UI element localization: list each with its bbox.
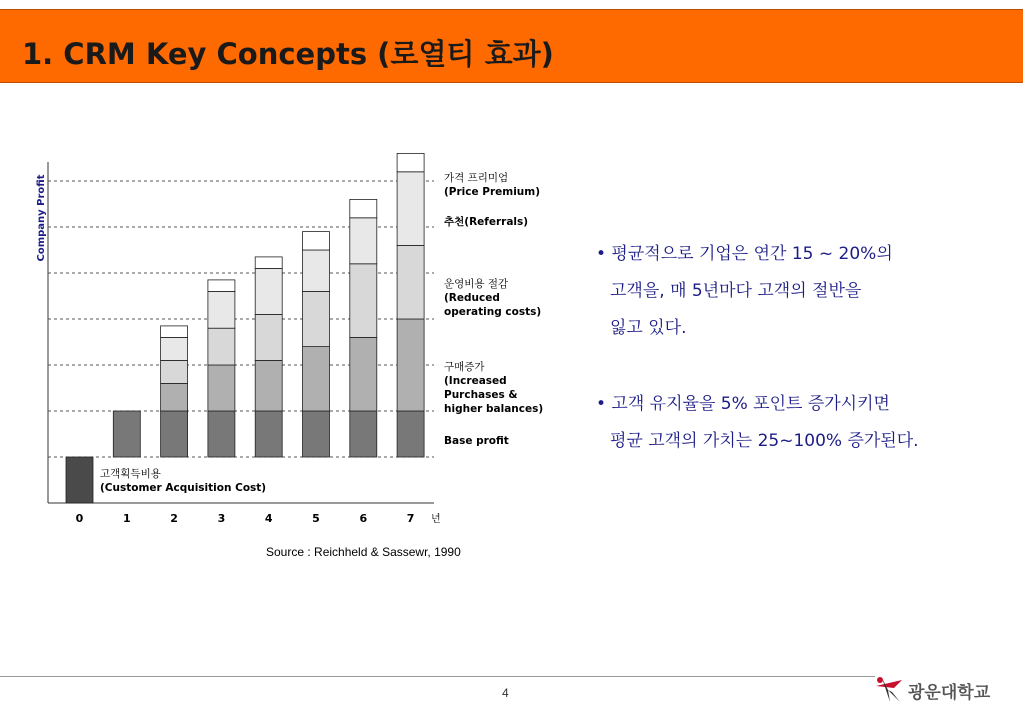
legend-label: 고객획득비용 bbox=[100, 468, 161, 480]
bar-segment bbox=[208, 328, 235, 365]
legend-label: higher balances) bbox=[444, 403, 544, 415]
x-tick-label: 5 bbox=[312, 512, 320, 525]
bar-segment bbox=[303, 250, 330, 291]
bar-segment bbox=[66, 457, 93, 503]
bar-segment bbox=[255, 268, 282, 314]
x-axis-unit: 년 bbox=[431, 514, 441, 525]
bar-segment bbox=[208, 411, 235, 457]
x-tick-label: 6 bbox=[359, 512, 368, 525]
bullet-1-line2: 고객을, 매 5년마다 고객의 절반을 bbox=[610, 281, 862, 301]
bar-segment bbox=[161, 326, 188, 338]
bar-segment bbox=[255, 257, 282, 269]
y-axis-label: Company Profit bbox=[36, 174, 47, 262]
legend-label: (Customer Acquisition Cost) bbox=[100, 482, 267, 494]
bar-segment bbox=[350, 199, 377, 217]
bar-segment bbox=[350, 264, 377, 338]
bar-segment bbox=[350, 218, 377, 264]
source-citation: Source : Reichheld & Sassewr, 1990 bbox=[266, 545, 461, 559]
bar-segment bbox=[350, 411, 377, 457]
legend-label: 가격 프리미엄 bbox=[444, 172, 509, 184]
x-tick-label: 4 bbox=[264, 512, 273, 525]
bar-segment bbox=[397, 319, 424, 411]
bar-segment bbox=[161, 360, 188, 383]
bar-segment bbox=[303, 291, 330, 346]
bar-segment bbox=[161, 337, 188, 360]
bullet-2-line2: 평균 고객의 가치는 25~100% 증가된다. bbox=[610, 431, 919, 451]
legend-label: 운영비용 절감 bbox=[444, 278, 509, 290]
bar-segment bbox=[303, 232, 330, 250]
university-logo bbox=[872, 672, 1020, 706]
x-tick-label: 2 bbox=[170, 512, 178, 525]
bar-segment bbox=[208, 291, 235, 328]
legend-label: (Reduced bbox=[444, 292, 500, 304]
bullet-1-line3: 잃고 있다. bbox=[610, 318, 687, 338]
bar-segment bbox=[350, 337, 377, 411]
logo-text: 광운대학교 bbox=[908, 683, 991, 703]
bar-segment bbox=[397, 153, 424, 171]
bar-segment bbox=[113, 411, 140, 457]
bullet-1-line1: • 평균적으로 기업은 연간 15 ~ 20%의 bbox=[596, 244, 893, 264]
bullet-2-line1: • 고객 유지율을 5% 포인트 증가시키면 bbox=[596, 394, 890, 414]
bar-segment bbox=[208, 280, 235, 292]
bar-segment bbox=[397, 172, 424, 246]
legend-label: (Increased bbox=[444, 375, 507, 387]
bar-segment bbox=[397, 245, 424, 319]
bar-segment bbox=[303, 347, 330, 411]
bar-segment bbox=[255, 314, 282, 360]
legend-label: 추천(Referrals) bbox=[444, 216, 529, 228]
bullet-2 bbox=[596, 386, 919, 460]
x-tick-label: 7 bbox=[406, 512, 415, 525]
page-number: 4 bbox=[502, 686, 509, 700]
bar-segment bbox=[161, 411, 188, 457]
bar-segment bbox=[397, 411, 424, 457]
bar-segment bbox=[161, 383, 188, 411]
legend-label: (Price Premium) bbox=[444, 186, 541, 198]
legend-label: Purchases & bbox=[444, 389, 518, 401]
legend-label: 구매증가 bbox=[444, 361, 485, 373]
bullet-1 bbox=[596, 236, 893, 347]
bar-segment bbox=[255, 411, 282, 457]
x-tick-label: 1 bbox=[122, 512, 131, 525]
logo-icon bbox=[872, 672, 906, 706]
bar-segment bbox=[208, 365, 235, 411]
bar-segment bbox=[303, 411, 330, 457]
bar-segment bbox=[255, 360, 282, 411]
page-title: 1. CRM Key Concepts (로열티 효과) bbox=[22, 37, 554, 71]
x-tick-label: 3 bbox=[217, 512, 226, 525]
legend-label: operating costs) bbox=[444, 306, 542, 318]
x-tick-label: 0 bbox=[75, 512, 84, 525]
legend-label: Base profit bbox=[444, 435, 509, 447]
footer-divider bbox=[0, 676, 875, 677]
